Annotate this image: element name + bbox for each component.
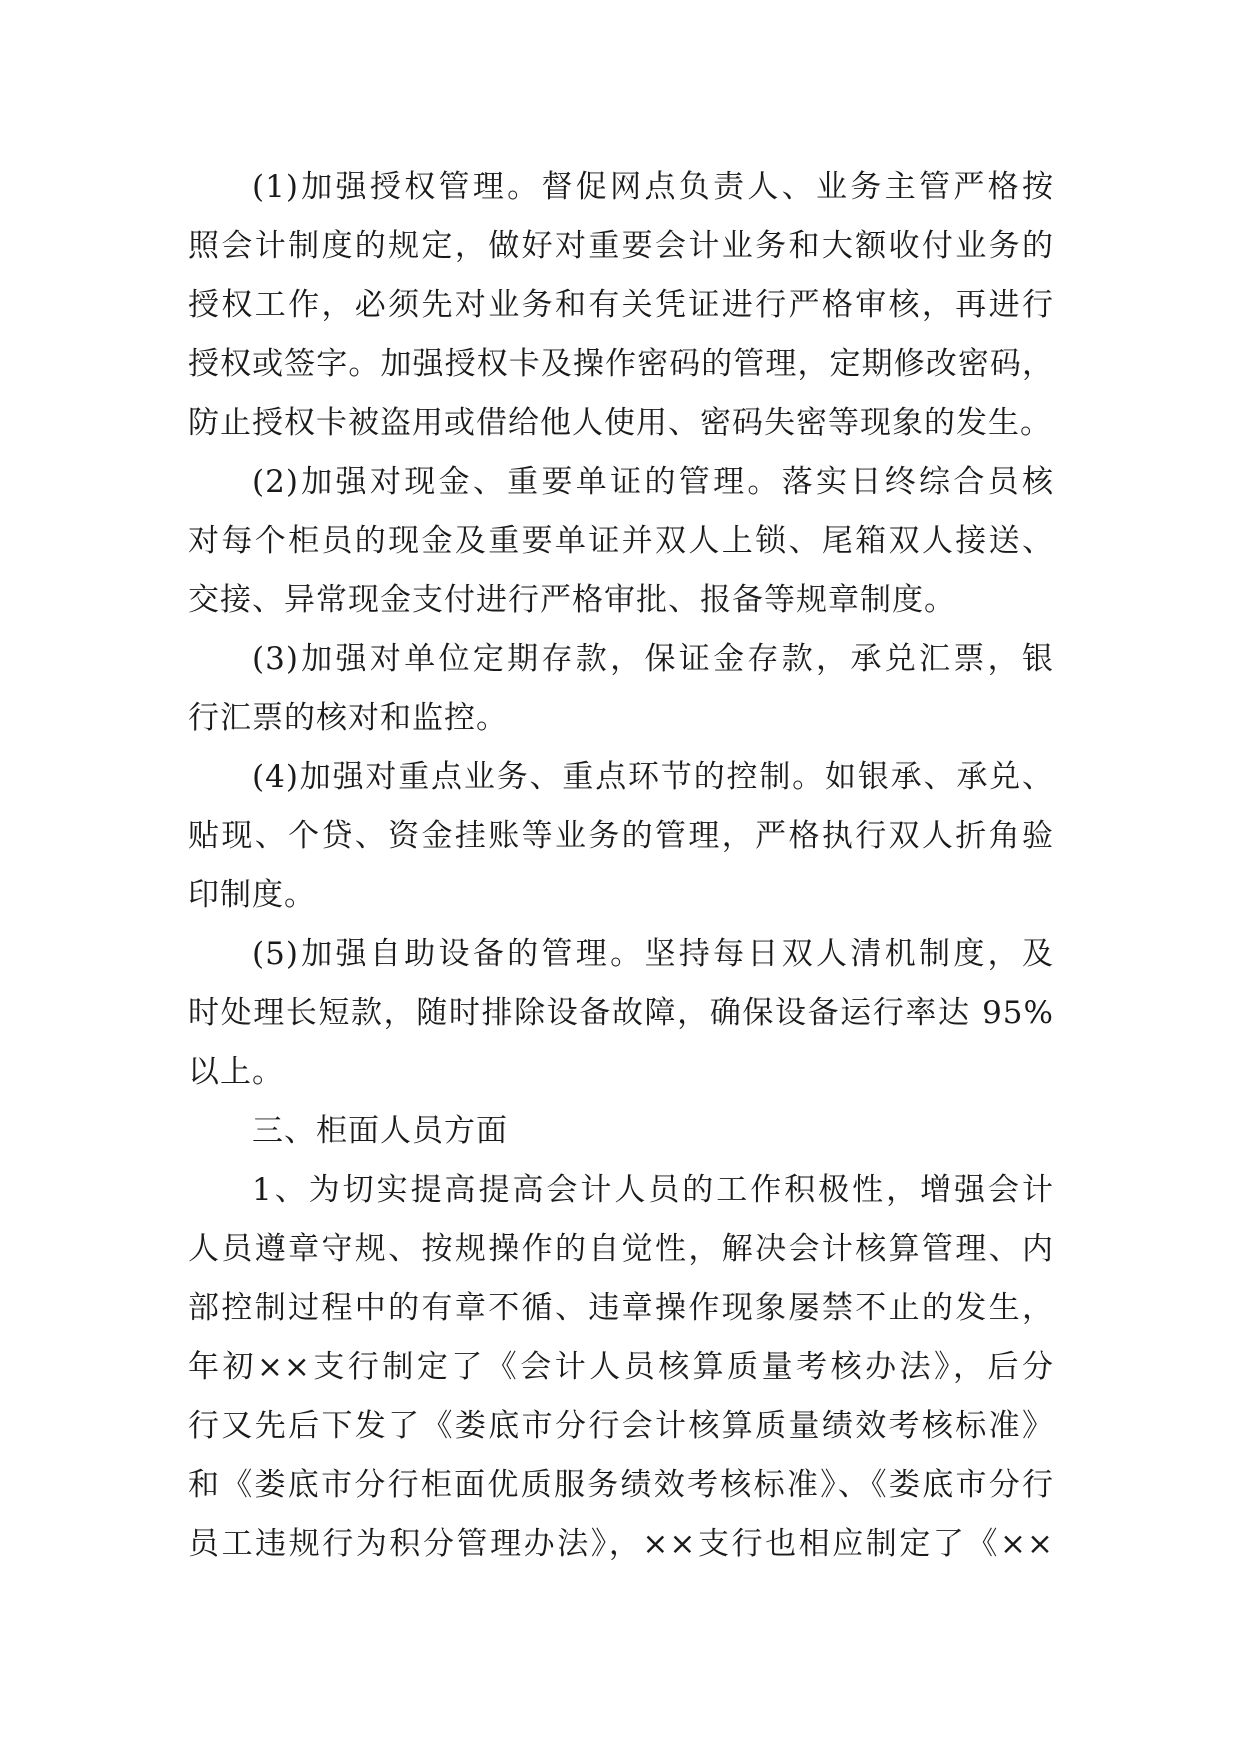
text-line: (2)加强对现金、重要单证的管理。落实日终综合员核: [252, 464, 1054, 500]
text-line: 以上。: [188, 1054, 284, 1090]
text-line: 贴现、个贷、资金挂账等业务的管理，严格执行双人折角验: [188, 818, 1054, 854]
text-line: 行又先后下发了《娄底市分行会计核算质量绩效考核标准》: [188, 1408, 1054, 1444]
text-line: 时处理长短款，随时排除设备故障，确保设备运行率达 95%: [188, 995, 1054, 1031]
text-line: 照会计制度的规定，做好对重要会计业务和大额收付业务的: [188, 228, 1054, 264]
text-line: 年初××支行制定了《会计人员核算质量考核办法》，后分: [188, 1349, 1054, 1385]
text-line: 对每个柜员的现金及重要单证并双人上锁、尾箱双人接送、: [188, 523, 1054, 559]
section-heading: 三、柜面人员方面: [252, 1113, 508, 1149]
text-line: 行汇票的核对和监控。: [188, 700, 508, 736]
text-line: 交接、异常现金支付进行严格审批、报备等规章制度。: [188, 582, 956, 618]
text-line: 部控制过程中的有章不循、违章操作现象屡禁不止的发生，: [188, 1290, 1054, 1326]
text-line: 防止授权卡被盗用或借给他人使用、密码失密等现象的发生。: [188, 405, 1052, 441]
text-line: (5)加强自助设备的管理。坚持每日双人清机制度，及: [252, 936, 1054, 972]
text-line: (1)加强授权管理。督促网点负责人、业务主管严格按: [252, 169, 1054, 205]
text-line: 人员遵章守规、按规操作的自觉性，解决会计核算管理、内: [188, 1231, 1054, 1267]
text-line: 和《娄底市分行柜面优质服务绩效考核标准》、《娄底市分行: [188, 1467, 1054, 1503]
text-line: 授权工作，必须先对业务和有关凭证进行严格审核，再进行: [188, 287, 1054, 323]
document-body: [188, 158, 1054, 1574]
text-line: 1、为切实提高提高会计人员的工作积极性，增强会计: [252, 1172, 1054, 1208]
text-line: (3)加强对单位定期存款，保证金存款，承兑汇票，银: [252, 641, 1054, 677]
text-line: 印制度。: [188, 877, 316, 913]
text-line: 授权或签字。加强授权卡及操作密码的管理，定期修改密码，: [188, 346, 1054, 382]
text-line: (4)加强对重点业务、重点环节的控制。如银承、承兑、: [252, 759, 1054, 795]
text-line: 员工违规行为积分管理办法》，××支行也相应制定了《××: [188, 1526, 1054, 1562]
